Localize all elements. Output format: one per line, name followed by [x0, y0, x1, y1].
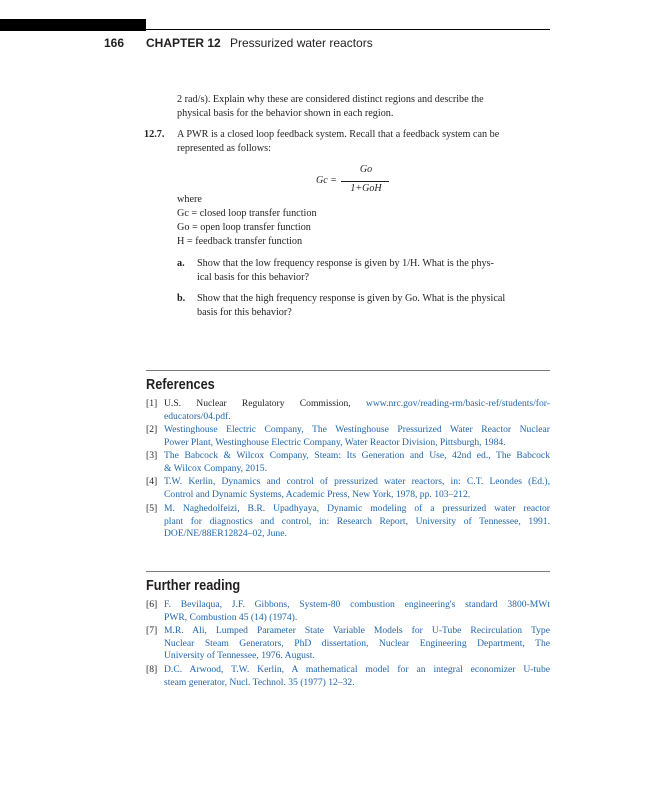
part-label: a.	[177, 258, 185, 269]
reference-line: M.R. Ali, Lumped Parameter State Variable Models for U-Tube Recirculation Type	[164, 625, 550, 636]
reference-line: & Wilcox Company, 2015.	[164, 462, 268, 474]
reference-text	[164, 599, 550, 624]
reference-item	[146, 424, 550, 450]
reference-number: [7]	[146, 625, 158, 636]
text-line: ical basis for this behavior?	[197, 272, 310, 283]
header-rule	[146, 29, 550, 30]
reference-number: [3]	[146, 450, 158, 461]
definition-line: Go = open loop transfer function	[177, 222, 311, 233]
reference-author: U.S. Nuclear Regulatory Commission,	[164, 398, 351, 409]
definitions	[177, 193, 550, 249]
reference-text	[164, 450, 550, 475]
text-line: A PWR is a closed loop feedback system. Recall that a feedback system can be	[177, 129, 500, 140]
reference-number: [5]	[146, 503, 158, 514]
reference-line: F. Bevilaqua, J.F. Gibbons, System-80 combustion engineering's standard 3800-MWt	[164, 599, 550, 610]
reference-number: [2]	[146, 424, 158, 435]
references-heading: References	[146, 376, 215, 393]
text-line: represented as follows:	[177, 143, 271, 154]
problem-continuation	[177, 93, 550, 121]
reference-text	[164, 476, 550, 501]
reference-item	[146, 476, 550, 502]
text-line: basis for this behavior?	[197, 307, 292, 318]
header-bar	[0, 19, 146, 31]
fraction-bar	[341, 181, 389, 182]
reference-line: Power Plant, Westinghouse Electric Company, Water Reactor Division, Pittsburgh, 1984.	[164, 436, 506, 448]
text-line: Show that the high frequency response is given by Go. What is the physical	[197, 293, 506, 304]
reference-number: [1]	[146, 398, 158, 409]
reference-line: T.W. Kerlin, Dynamics and control of pressurized water reactors, in: C.T. Leondes (Ed.),	[164, 476, 550, 487]
reference-number: [8]	[146, 664, 158, 675]
reference-item	[146, 450, 550, 476]
reference-item	[146, 599, 550, 625]
reference-line: D.C. Arwood, T.W. Kerlin, A mathematical model for an integral economizer U-tube	[164, 664, 550, 675]
reference-text	[164, 503, 550, 541]
part-label: b.	[177, 293, 186, 304]
reference-text	[164, 398, 550, 423]
reference-line: Control and Dynamic Systems, Academic Press, New York, 1978, pp. 103–212.	[164, 488, 471, 500]
reference-line: The Babcock & Wilcox Company, Steam: Its Generation and Use, 42nd ed., The Babcock	[164, 450, 550, 461]
section-divider	[146, 370, 550, 371]
reference-text	[164, 424, 550, 449]
reference-line: DOE/NE/88ER12824–02, June.	[164, 528, 287, 539]
reference-number: [4]	[146, 476, 158, 487]
text-line: 2 rad/s). Explain why these are considered distinct regions and describe the	[177, 94, 484, 105]
further-reading-heading: Further reading	[146, 577, 241, 594]
equation-numerator: Go	[359, 164, 373, 175]
chapter-title: Pressurized water reactors	[230, 36, 373, 50]
chapter-label: CHAPTER 12	[146, 36, 221, 50]
problem-number: 12.7.	[144, 129, 165, 140]
reference-text	[164, 664, 550, 689]
reference-item	[146, 503, 550, 542]
reference-text	[164, 625, 550, 663]
reference-line: educators/04.pdf.	[164, 410, 231, 422]
reference-line: U.S. Nuclear Regulatory Commission, www.nrc.gov/reading-rm/basic-ref/students/for-	[164, 398, 550, 409]
reference-line: University of Tennessee, 1976. August.	[164, 650, 315, 661]
definition-line: Gc = closed loop transfer function	[177, 208, 317, 219]
reference-line: steam generator, Nucl. Technol. 35 (1977) 12–32.	[164, 676, 355, 688]
section-divider	[146, 571, 550, 572]
reference-item	[146, 398, 550, 424]
text-line: physical basis for the behavior shown in each region.	[177, 108, 394, 119]
reference-line: M. Naghedolfeizi, B.R. Upadhyaya, Dynamic modeling of a pressurized water reactor	[164, 503, 550, 514]
reference-line: Nuclear Steam Generators, PhD dissertation, Nuclear Engineering Department, The	[164, 637, 550, 649]
where-label: where	[177, 194, 202, 205]
reference-line: PWR, Combustion 45 (14) (1974).	[164, 611, 298, 623]
page-number: 166	[104, 36, 125, 50]
reference-line: Westinghouse Electric Company, The Westinghouse Pressurized Water Reactor Nuclear	[164, 424, 550, 435]
equation-lhs: Gc =	[316, 175, 337, 186]
reference-number: [6]	[146, 599, 158, 610]
reference-line: plant for diagnostics and control, in: Research Report, University of Tennessee, 1991.	[164, 515, 550, 527]
equation-denominator: 1+GoH	[350, 183, 382, 194]
text-line: Show that the low frequency response is given by 1/H. What is the phys-	[197, 258, 494, 269]
definition-line: H = feedback transfer function	[177, 236, 303, 247]
reference-item	[146, 625, 550, 664]
reference-item	[146, 664, 550, 690]
